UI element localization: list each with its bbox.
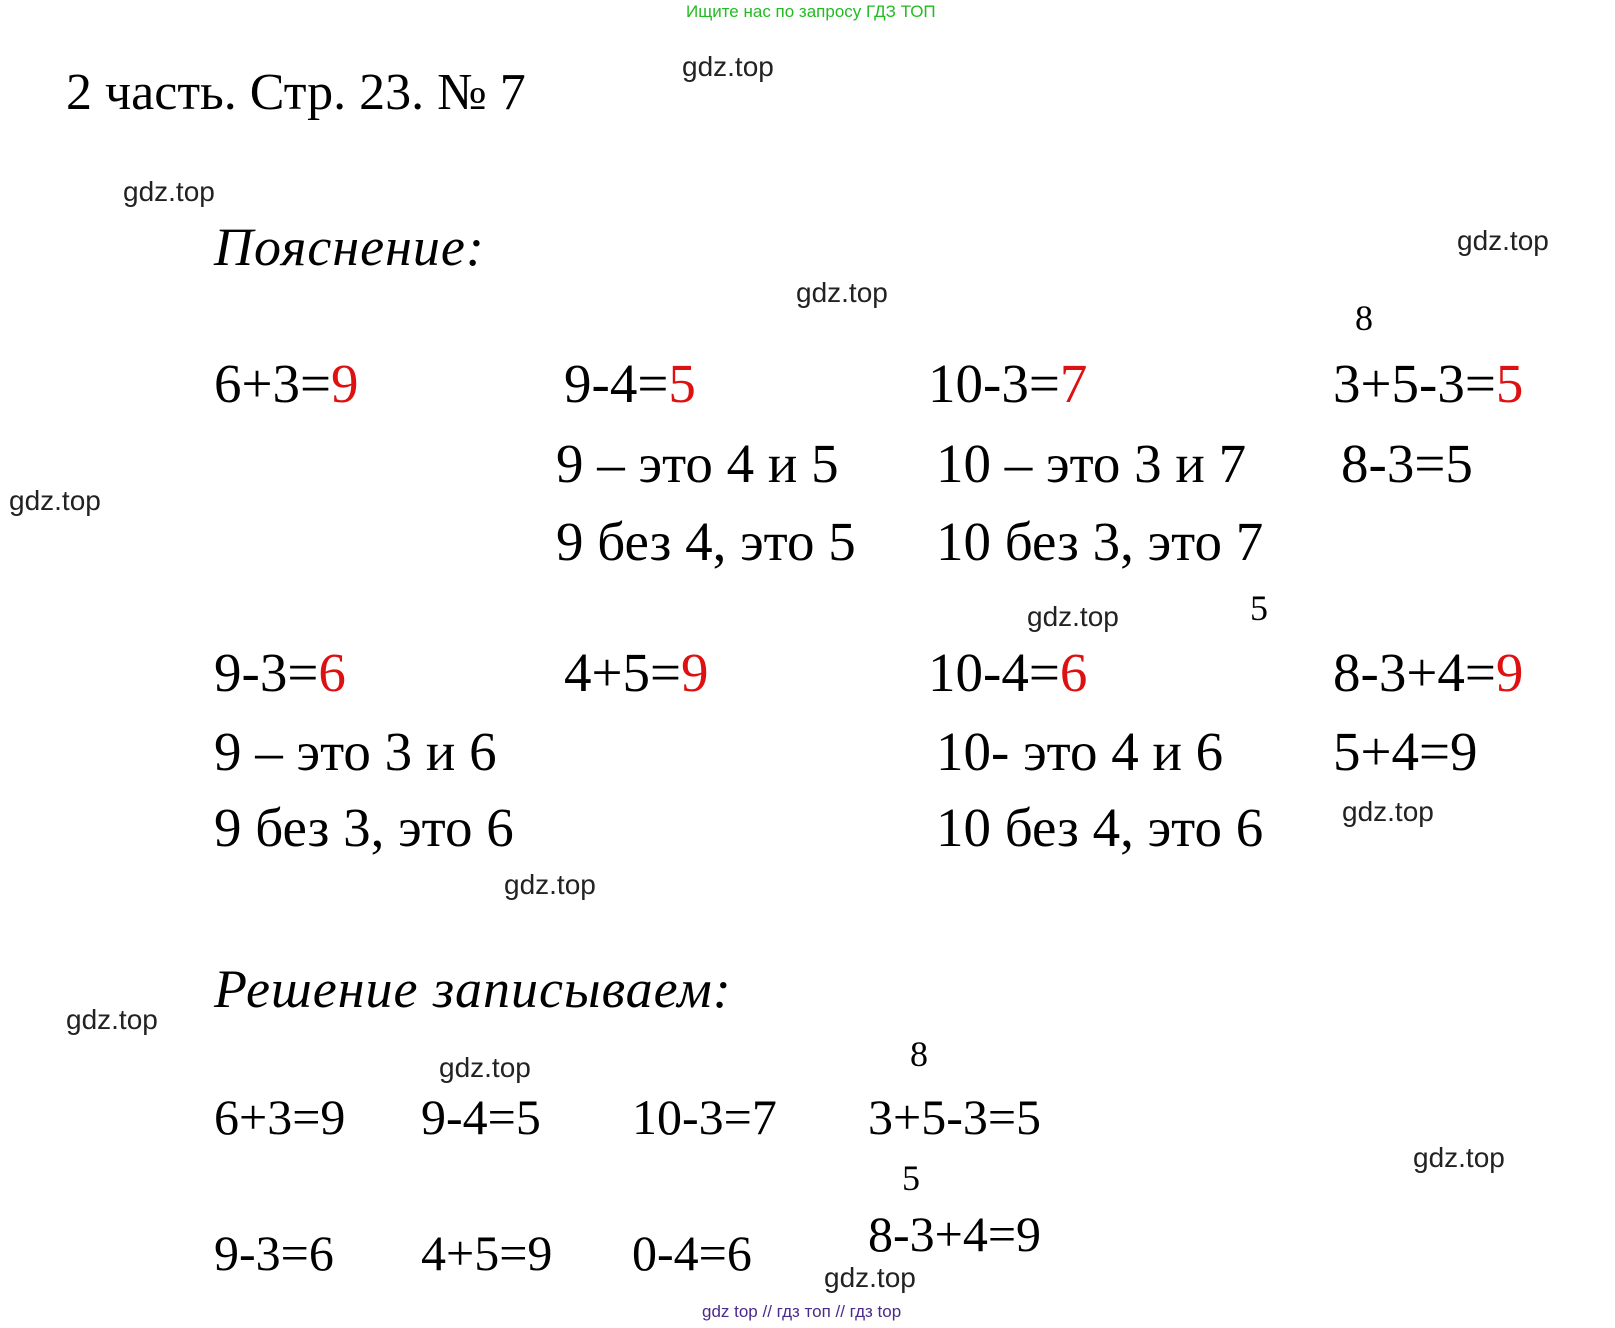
solution-equation: 9-4=5: [421, 1089, 541, 1145]
answer-value: 5: [1495, 353, 1524, 414]
watermark: gdz.top: [1027, 601, 1119, 632]
explanation-line: 9 без 3, это 6: [214, 797, 514, 858]
answer-value: 7: [1059, 353, 1088, 414]
explanation-heading: Пояснение:: [214, 217, 485, 277]
hint-number: 8: [1355, 298, 1373, 338]
answer-value: 9: [331, 353, 359, 414]
explanation-line: 8-3=5: [1341, 433, 1473, 494]
watermark: gdz.top: [504, 869, 596, 900]
solution-equation: 9-3=6: [214, 1225, 334, 1281]
answer-value: 6: [1059, 642, 1088, 703]
explanation-line: 9 – это 4 и 5: [556, 433, 839, 494]
watermark: gdz.top: [1342, 796, 1434, 827]
watermark: gdz.top: [9, 485, 101, 516]
solution-equation: 0-4=6: [632, 1225, 752, 1281]
explanation-equation: 9-4=5: [564, 353, 696, 414]
footer-watermark: gdz top // гдз топ // гдз top: [702, 1302, 902, 1321]
explanation-equation: 6+3=9: [214, 353, 359, 414]
solution-equation: 3+5-3=5: [868, 1089, 1042, 1145]
watermark: gdz.top: [1457, 225, 1549, 256]
solution-equation: 4+5=9: [421, 1225, 553, 1281]
hint-number: 5: [902, 1158, 920, 1198]
answer-value: 9: [1495, 642, 1524, 703]
watermark: gdz.top: [682, 51, 774, 82]
answer-value: 9: [681, 642, 709, 703]
header-note: Ищите нас по запросу ГДЗ ТОП: [686, 2, 936, 21]
explanation-line: 10 без 4, это 6: [936, 797, 1264, 858]
watermark: gdz.top: [796, 277, 888, 308]
answer-value: 6: [318, 642, 346, 703]
explanation-line: 10- это 4 и 6: [936, 721, 1224, 782]
explanation-line: 10 без 3, это 7: [936, 511, 1264, 572]
page-title: 2 часть. Стр. 23. № 7: [66, 64, 526, 121]
solution-equation: 8-3+4=9: [868, 1206, 1042, 1262]
explanation-line: 10 – это 3 и 7: [936, 433, 1247, 494]
explanation-equation: 8-3+4=9: [1333, 642, 1524, 703]
explanation-equation: 9-3=6: [214, 642, 346, 703]
watermark: gdz.top: [824, 1262, 916, 1293]
answer-value: 5: [668, 353, 696, 414]
explanation-equation: 4+5=9: [564, 642, 709, 703]
hint-number: 5: [1250, 588, 1268, 628]
hint-number: 8: [910, 1034, 928, 1074]
explanation-line: 5+4=9: [1333, 721, 1478, 782]
watermark: gdz.top: [1413, 1142, 1505, 1173]
explanation-equation: 3+5-3=5: [1333, 353, 1524, 414]
watermark: gdz.top: [123, 176, 215, 207]
watermark: gdz.top: [66, 1004, 158, 1035]
watermark: gdz.top: [439, 1052, 531, 1083]
explanation-equation: 10-4=6: [928, 642, 1088, 703]
explanation-equation: 10-3=7: [928, 353, 1088, 414]
solution-equation: 6+3=9: [214, 1089, 346, 1145]
solution-heading: Решение записываем:: [214, 959, 732, 1019]
explanation-line: 9 без 4, это 5: [556, 511, 856, 572]
solution-equation: 10-3=7: [632, 1089, 777, 1145]
explanation-line: 9 – это 3 и 6: [214, 721, 497, 782]
